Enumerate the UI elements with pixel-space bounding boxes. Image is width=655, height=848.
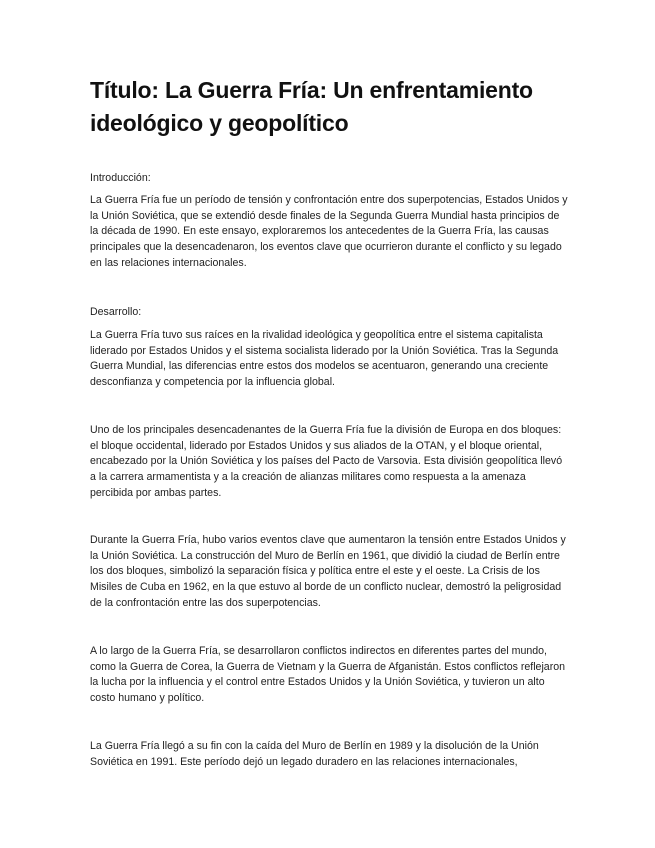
section-heading-desarrollo: Desarrollo: xyxy=(90,306,142,318)
paragraph-desarrollo-4: A lo largo de la Guerra Fría, se desarrollaron conflictos indirectos en diferentes partes del mundo, como la Guerra de Corea, la Guerra de Vietnam y la Guerra de Afganistán. Estos conflictos reflejaron la lucha por la influencia y el control entre Estados Unidos y la Unión Soviética, y tuvieron un alto costo humano y político. xyxy=(90,645,566,705)
paragraph-desarrollo-2: Uno de los principales desencadenantes de la Guerra Fría fue la división de Europa en dos bloques: el bloque occidental, liderado por Estados Unidos y sus aliados de la OTAN, y el bloque oriental, encabezado por la Unión Soviética y los países del Pacto de Varsovia. Esta división geopolítica llevó a la carrera armamentista y a la creación de alianzas militares como respuesta a la amenaza percibida por ambas partes. xyxy=(90,424,563,499)
section-heading-introduccion: Introducción: xyxy=(90,172,151,184)
paragraph-desarrollo-5: La Guerra Fría llegó a su fin con la caída del Muro de Berlín en 1989 y la disolución de la Unión Soviética en 1991. Este período dejó un legado duradero en las relaciones internacionales, xyxy=(90,740,539,768)
paragraph-introduccion: La Guerra Fría fue un período de tensión y confrontación entre dos superpotencias, Estados Unidos y la Unión Soviética, que se extendió desde finales de la Segunda Guerra Mundial hasta principios de la década de 1990. En este ensayo, exploraremos los antecedentes de la Guerra Fría, las causas principales que la desencadenaron, los eventos clave que ocurrieron durante el conflicto y su legado en las relaciones internacionales. xyxy=(90,194,568,269)
paragraph-desarrollo-1: La Guerra Fría tuvo sus raíces en la rivalidad ideológica y geopolítica entre el sistema capitalista liderado por Estados Unidos y el sistema socialista liderado por la Unión Soviética. Tras la Segunda Guerra Mundial, las diferencias entre estos dos modelos se acentuaron, generando una creciente desconfianza y competencia por la influencia global. xyxy=(90,329,559,389)
paragraph-desarrollo-3: Durante la Guerra Fría, hubo varios eventos clave que aumentaron la tensión entre Estados Unidos y la Unión Soviética. La construcción del Muro de Berlín en 1961, que dividió la ciudad de Berlín entre los dos bloques, simbolizó la separación física y política entre el este y el oeste. La Crisis de los Misiles de Cuba en 1962, en la que estuvo al borde de un conflicto nuclear, demostró la peligrosidad de la confrontación entre las dos superpotencias. xyxy=(90,534,566,609)
document-title: Título: La Guerra Fría: Un enfrentamiento ideológico y geopolítico xyxy=(90,77,533,136)
